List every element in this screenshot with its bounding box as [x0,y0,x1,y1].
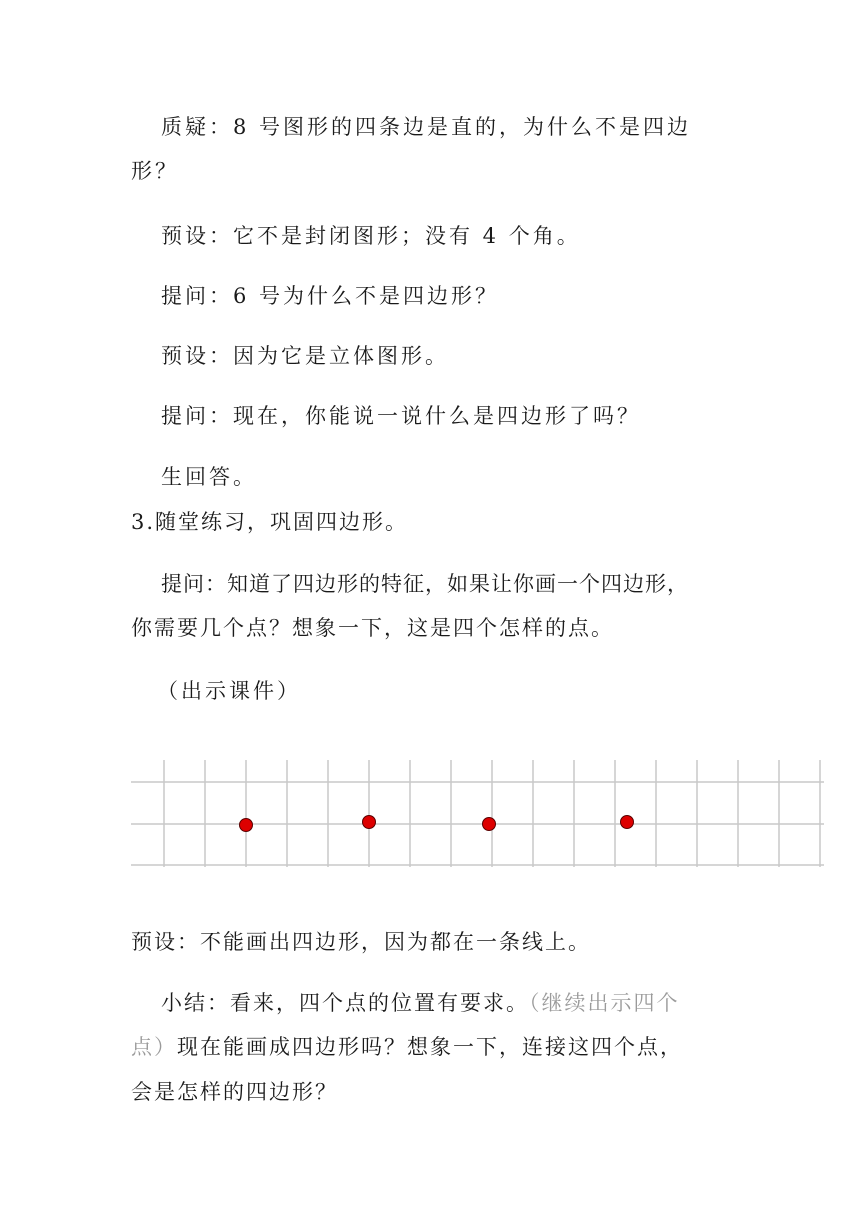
section-heading-practice: 3.随堂练习，巩固四边形。 [131,510,409,534]
paragraph-preset-1: 预设：它不是封闭图形；没有 4 个角。 [161,224,581,248]
grid-lines [131,760,824,867]
paragraph-question-line1: 质疑：8 号图形的四条边是直的，为什么不是四边 [161,115,692,139]
paragraph-answer: 生回答。 [161,465,257,489]
point-dot-2 [363,816,376,829]
paragraph-summary-line2 [131,1033,731,1061]
paragraph-courseware-note: （出示课件） [157,679,301,703]
paragraph-ask-3-line1: 提问：知道了四边形的特征，如果让你画一个四边形， [161,572,689,596]
summary-note: （继续出示四个 [529,991,680,1015]
paragraph-summary-line3: 会是怎样的四边形？ [131,1080,338,1104]
summary-question: 现在能画成四边形吗？想象一下，连接这四个点， [177,1035,683,1059]
point-dot-3 [483,818,496,831]
paragraph-preset-3: 预设：不能画出四边形，因为都在一条线上。 [131,930,591,954]
summary-text: 小结：看来，四个点的位置有要求。 [161,991,529,1015]
paragraph-ask-2: 提问：现在，你能说一说什么是四边形了吗？ [161,404,641,428]
paragraph-summary-line1 [161,989,761,1017]
paragraph-ask-3-line2: 你需要几个点？想象一下，这是四个怎样的点。 [131,616,614,640]
point-dot-1 [240,819,253,832]
summary-note-end: 点） [131,1035,177,1059]
paragraph-ask-1: 提问：6 号为什么不是四边形？ [161,284,500,308]
point-dot-4 [621,816,634,829]
paragraph-preset-2: 预设：因为它是立体图形。 [161,344,449,368]
paragraph-question-line2: 形？ [131,159,179,183]
